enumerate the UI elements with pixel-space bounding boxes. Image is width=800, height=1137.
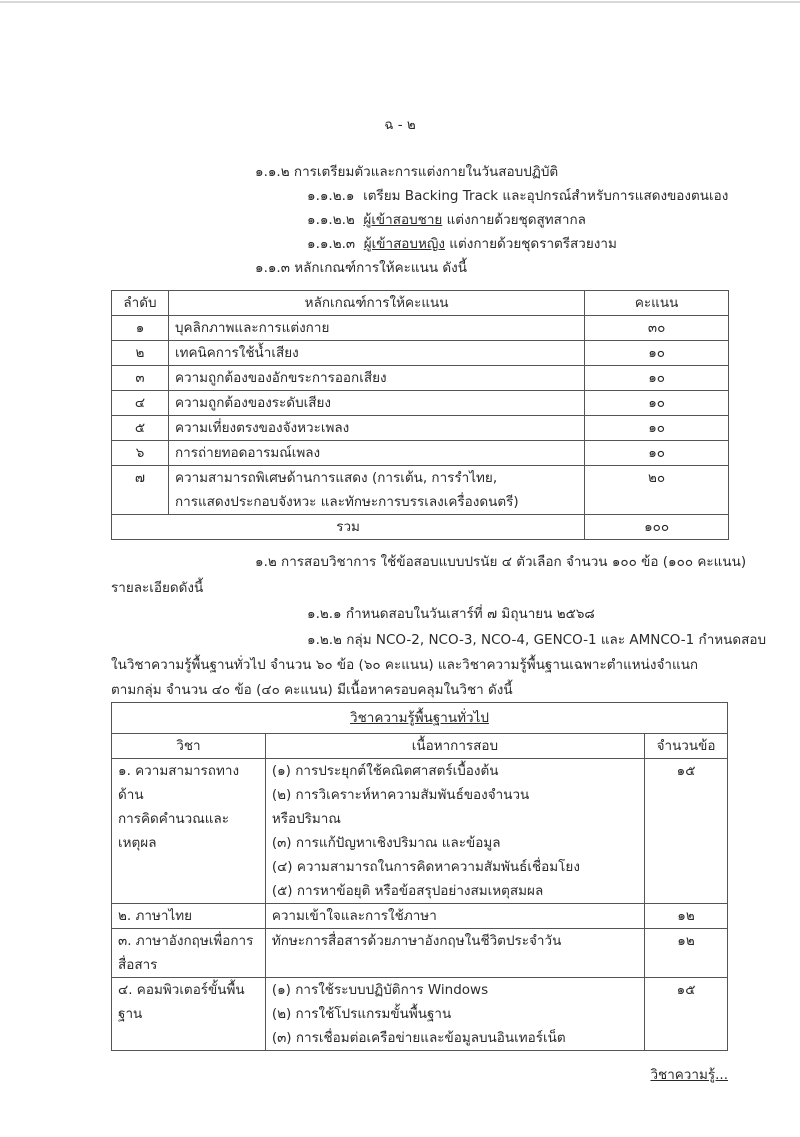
row-subject: ๓. ภาษาอังกฤษเพื่อการสื่อสาร: [112, 929, 266, 978]
item-text: แต่งกายด้วยชุดราตรีสวยงาม: [449, 236, 617, 252]
column-header-no: ลำดับ: [112, 291, 169, 316]
table-row: [112, 316, 729, 341]
section-1-1-3-heading: ๑.๑.๓ หลักเกณฑ์การให้คะแนน ดังนี้: [255, 260, 467, 276]
table-row: [112, 759, 728, 904]
row-content: [265, 978, 644, 1051]
row-criteria: ความถูกต้องของระดับเสียง: [168, 391, 584, 416]
column-header-count: จำนวนข้อ: [645, 734, 728, 759]
row-count: ๑๕: [645, 759, 728, 904]
section-1-2-line2: รายละเอียดดังนี้: [111, 580, 204, 596]
row-score: ๒๐: [585, 466, 729, 515]
row-no: ๓: [112, 366, 169, 391]
row-subject: ๔. คอมพิวเตอร์ขั้นพื้นฐาน: [112, 978, 266, 1051]
row-score: ๑๐: [585, 441, 729, 466]
row-subject: ๒. ภาษาไทย: [112, 904, 266, 929]
row-score: ๓๐: [585, 316, 729, 341]
page-top-edge: [0, 1, 800, 3]
row-no: ๕: [112, 416, 169, 441]
row-count: ๑๕: [645, 978, 728, 1051]
table-row: [112, 466, 729, 515]
row-subject: [112, 759, 266, 904]
criteria-line: ความสามารถพิเศษด้านการแสดง (การเต้น, การรำไทย,: [174, 470, 498, 486]
table-header-row: [112, 291, 729, 316]
item-text: แต่งกายด้วยชุดสูทสากล: [446, 212, 586, 228]
table-title-row: [112, 703, 728, 734]
column-header-content: เนื้อหาการสอบ: [265, 734, 644, 759]
row-score: ๑๐: [585, 416, 729, 441]
row-criteria: [168, 466, 584, 515]
content-line: (๑) การประยุกต์ใช้คณิตศาสตร์เบื้องต้น: [271, 763, 499, 779]
column-header-score: คะแนน: [585, 291, 729, 316]
row-criteria: ความเที่ยงตรงของจังหวะเพลง: [168, 416, 584, 441]
total-label: รวม: [112, 515, 585, 540]
table-row: [112, 978, 728, 1051]
page-number: ฉ - ๒: [384, 117, 416, 133]
row-content: [265, 759, 644, 904]
row-criteria: ความถูกต้องของอักขระการออกเสียง: [168, 366, 584, 391]
underlined-term: ผู้เข้าสอบชาย: [363, 212, 443, 228]
content-line: (๑) การใช้ระบบปฏิบัติการ Windows: [271, 982, 489, 998]
section-1-2-2-line2: ในวิชาความรู้พื้นฐานทั่วไป จำนวน ๖๐ ข้อ (๖๐ คะแนน) และวิชาความรู้พื้นฐานเฉพาะตำแหน่งจำแนก: [111, 657, 699, 673]
section-1-2-2-line3: ตามกลุ่ม จำนวน ๔๐ ข้อ (๔๐ คะแนน) มีเนื้อหาครอบคลุมในวิชา ดังนี้: [111, 682, 513, 698]
continuation-footer: วิชาความรู้...: [650, 1067, 728, 1083]
table-row: [112, 441, 729, 466]
section-1-1-2-1: [307, 186, 728, 206]
row-no: ๒: [112, 341, 169, 366]
underlined-term: ผู้เข้าสอบหญิง: [363, 236, 445, 252]
subject-table: [111, 702, 728, 1051]
section-1-1-2-heading: ๑.๑.๒ การเตรียมตัวและการแต่งกายในวันสอบปฏิบัติ: [255, 164, 559, 180]
content-line: (๓) การแก้ปัญหาเชิงปริมาณ และข้อมูล: [271, 835, 501, 851]
item-text: เตรียม Backing Track และอุปกรณ์สำหรับการแสดงของตนเอง: [363, 188, 729, 204]
row-criteria: บุคลิกภาพและการแต่งกาย: [168, 316, 584, 341]
table-row: [112, 904, 728, 929]
content-line: (๕) การหาข้อยุติ หรือข้อสรุปอย่างสมเหตุสมผล: [271, 883, 544, 899]
table-row: [112, 416, 729, 441]
criteria-line: การแสดงประกอบจังหวะ และทักษะการบรรเลงเครื่องดนตรี): [174, 494, 519, 510]
item-number: ๑.๑.๒.๑: [307, 188, 355, 204]
row-content: ความเข้าใจและการใช้ภาษา: [265, 904, 644, 929]
scoring-table: [111, 290, 729, 540]
subject-line: การคิดคำนวณและเหตุผล: [118, 811, 229, 851]
section-1-1-2-3: [307, 234, 617, 254]
table-header-row: [112, 734, 728, 759]
content-line: (๔) ความสามารถในการคิดหาความสัมพันธ์เชื่อมโยง: [271, 859, 580, 875]
row-criteria: การถ่ายทอดอารมณ์เพลง: [168, 441, 584, 466]
subject-line: ๑. ความสามารถทางด้าน: [118, 763, 240, 803]
section-1-2-line1: ๑.๒ การสอบวิชาการ ใช้ข้อสอบแบบปรนัย ๔ ตัวเลือก จำนวน ๑๐๐ ข้อ (๑๐๐ คะแนน): [255, 554, 747, 570]
row-no: ๖: [112, 441, 169, 466]
row-count: ๑๒: [645, 904, 728, 929]
content-line: หรือปริมาณ: [271, 811, 341, 827]
total-score: ๑๐๐: [585, 515, 729, 540]
column-header-subject: วิชา: [112, 734, 266, 759]
row-count: ๑๒: [645, 929, 728, 978]
row-no: ๑: [112, 316, 169, 341]
item-number: ๑.๑.๒.๒: [307, 212, 355, 228]
row-content: ทักษะการสื่อสารด้วยภาษาอังกฤษในชีวิตประจำวัน: [265, 929, 644, 978]
column-header-criteria: หลักเกณฑ์การให้คะแนน: [168, 291, 584, 316]
section-1-2-2-line1: ๑.๒.๒ กลุ่ม NCO-2, NCO-3, NCO-4, GENCO-1 และ AMNCO-1 กำหนดสอบ: [307, 632, 767, 648]
content-line: (๒) การใช้โปรแกรมขั้นพื้นฐาน: [271, 1006, 452, 1022]
row-score: ๑๐: [585, 391, 729, 416]
table-row: [112, 366, 729, 391]
row-score: ๑๐: [585, 341, 729, 366]
section-1-1-2-2: [307, 210, 586, 230]
row-criteria: เทคนิคการใช้น้ำเสียง: [168, 341, 584, 366]
table-title: วิชาความรู้พื้นฐานทั่วไป: [350, 710, 489, 726]
content-line: (๓) การเชื่อมต่อเครือข่ายและข้อมูลบนอินเทอร์เน็ต: [271, 1030, 566, 1046]
row-no: ๗: [112, 466, 169, 515]
table-row: [112, 929, 728, 978]
row-no: ๔: [112, 391, 169, 416]
table-row: [112, 341, 729, 366]
table-row: [112, 391, 729, 416]
item-number: ๑.๑.๒.๓: [307, 236, 356, 252]
table-total-row: [112, 515, 729, 540]
content-line: (๒) การวิเคราะห์หาความสัมพันธ์ของจำนวน: [271, 787, 530, 803]
section-1-2-1: ๑.๒.๑ กำหนดสอบในวันเสาร์ที่ ๗ มิถุนายน ๒๕๖๘: [307, 606, 595, 622]
row-score: ๑๐: [585, 366, 729, 391]
